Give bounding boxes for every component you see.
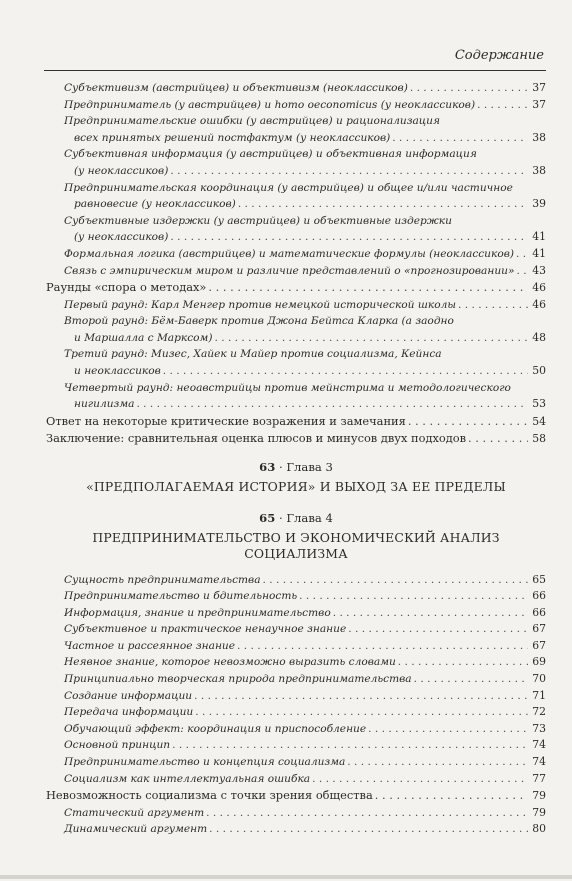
toc-dot-leader [347,754,528,771]
toc-page-number: 72 [532,705,546,719]
toc-entry-title: Предпринимательские ошибки (у австрийцев) и рационализация [64,115,441,128]
toc-entry-title: Субъективное и практическое ненаучное знание [64,623,347,636]
toc-entry-title: Четвертый раунд: неоавстрийцы против мейнстрима и методологического [64,381,511,394]
toc-page-number: 38 [532,163,546,177]
chapter3-label: · Глава 3 [279,459,333,474]
chapter4-title-line2: СОЦИАЛИЗМА [244,545,348,561]
toc-entry [46,671,546,688]
chapter4-title-line1: ПРЕДПРИНИМАТЕЛЬСТВО И ЭКОНОМИЧЕСКИЙ АНАЛИЗ [92,529,500,545]
toc-entry-title: (у неоклассиков) [74,164,169,177]
toc-entry [46,821,546,838]
toc-page-number: 54 [532,414,546,428]
toc-entry-title: Первый раунд: Карл Менгер против немецкой исторической школы [64,298,456,311]
toc-entry [46,737,546,754]
toc-entry [46,180,546,213]
toc-entry-title: Второй раунд: Бём-Баверк против Джона Бейтса Кларка (а заодно [64,315,454,328]
toc-entry-title: Ответ на некоторые критические возражения и замечания [46,413,406,428]
toc-entry-title: Обучающий эффект: координация и приспособление [64,722,367,735]
chapter3-page: 63 [259,459,276,474]
toc-dot-leader [458,297,528,314]
toc-page-number: 74 [532,738,546,752]
toc-page-number: 66 [532,589,546,603]
toc-entry-title: Динамический аргумент [64,823,208,836]
page-bottom-edge [0,875,572,879]
toc-page-number: 80 [532,822,546,836]
toc-entry [46,213,546,246]
toc-entry [46,654,546,671]
toc-dot-leader [375,787,528,803]
toc-entry-title: Информация, знание и предпринимательство [64,606,331,619]
toc-entry [46,346,546,379]
toc-dot-leader [410,80,528,97]
toc-dot-leader [516,263,528,280]
header-rule [44,70,546,71]
toc-entry-title: Сущность предпринимательства [64,573,261,586]
toc-page-number: 67 [532,638,546,652]
toc-dot-leader [206,805,528,822]
toc-page-number: 39 [532,197,546,211]
toc-dot-leader [208,279,528,295]
toc-page-number: 70 [532,672,546,686]
toc-entry [46,380,546,413]
toc-entry-title: Частное и рассеянное знание [64,639,236,652]
toc-dot-leader [348,621,528,638]
toc-entry [46,621,546,638]
toc-entry-title: Формальная логика (австрийцев) и математические формулы (неоклассиков) [64,247,515,260]
toc-entry [46,605,546,622]
toc-page-number: 38 [532,130,546,144]
toc-dot-leader [414,671,528,688]
toc-entry-title: Третий раунд: Мизес, Хайек и Майер против социализма, Кейнса [64,348,442,361]
toc-dot-leader [163,363,528,380]
toc-dot-leader [312,771,528,788]
toc-page-number: 46 [532,297,546,311]
toc-entry-title: нигилизма [74,398,135,411]
toc-entry-title: Предпринимательская координация (у австрийцев) и общее и/или частичное [64,181,513,194]
toc-entry-title: всех принятых решений постфактум (у неоклассиков) [74,131,391,144]
toc-dot-leader [237,638,528,655]
toc-entry [46,246,546,263]
toc-entry [46,805,546,822]
toc-section-chapter4 [46,572,546,838]
toc-entry-title: Связь с эмпирическим миром и различие представлений о «прогнозировании» [64,264,515,277]
chapter4-heading [46,511,546,526]
toc-page-number: 73 [532,721,546,735]
toc-entry-title: Субъективная информация (у австрийцев) и объективная информация [64,148,477,161]
toc-entry-title: Принципиально творческая природа предпринимательства [64,673,412,686]
toc-page-number: 48 [532,330,546,344]
toc-page-number: 66 [532,605,546,619]
toc-dot-leader [368,721,528,738]
toc-dot-leader [408,413,528,429]
toc-entry-title: Неявное знание, которое невозможно выразить словами [64,656,396,669]
toc-entry-title: и Маршалла с Марксом) [74,331,213,344]
toc-entry [46,721,546,738]
toc-entry-title: Предприниматель (у австрийцев) и homo oeconomicus (у неоклассиков) [64,98,476,111]
toc-dot-leader [477,97,528,114]
toc-entry [46,688,546,705]
toc-dot-leader [136,396,528,413]
toc-entry [46,572,546,589]
toc-dot-leader [299,588,528,605]
toc-entry [46,297,546,314]
chapter3-title: «ПРЕДПОЛАГАЕМАЯ ИСТОРИЯ» И ВЫХОД ЗА ЕЕ ПРЕДЕЛЫ [86,478,506,494]
toc-dot-leader [214,330,528,347]
toc-page-number: 37 [532,97,546,111]
toc-entry [46,704,546,721]
toc-page-number: 79 [532,789,546,803]
toc-entry-title: равновесие (у неоклассиков) [74,198,236,211]
toc-dot-leader [194,688,528,705]
toc-entry-title: Раунды «спора о методах» [46,280,207,295]
toc-entry [46,97,546,114]
toc-dot-leader [170,163,528,180]
toc-page-number: 74 [532,755,546,769]
toc-page-number: 41 [532,230,546,244]
toc-page-number: 67 [532,622,546,636]
toc-section-chapter2 [46,80,546,448]
chapter4-page: 65 [259,510,276,525]
toc-entry-title: Статический аргумент [64,806,205,819]
toc-entry [46,787,546,804]
toc-entry-title: Социализм как интеллектуальная ошибка [64,772,311,785]
toc-entry-title: Невозможность социализма с точки зрения общества [46,788,373,803]
toc-page-number: 77 [532,771,546,785]
toc-entry-title: (у неоклассиков) [74,231,169,244]
toc-entry [46,754,546,771]
toc-dot-leader [209,821,528,838]
toc-page-number: 65 [532,572,546,586]
toc-dot-leader [333,605,528,622]
toc-entry-title: Передача информации [64,706,194,719]
toc-dot-leader [398,654,528,671]
chapter4-label: · Глава 4 [279,510,333,525]
toc-entry [46,113,546,146]
toc-page-number: 58 [532,432,546,446]
toc-page-number: 41 [532,246,546,260]
toc-entry [46,638,546,655]
toc-entry [46,279,546,296]
toc-entry [46,588,546,605]
toc-page-number: 37 [532,81,546,94]
toc-dot-leader [263,572,528,589]
toc-entry [46,263,546,280]
chapter3-heading [46,460,546,475]
toc-page-number: 50 [532,363,546,377]
toc-entry-title: Субъективные издержки (у австрийцев) и объективные издержки [64,214,452,227]
toc-entry-title: Предпринимательство и бдительность [64,590,298,603]
toc-dot-leader [468,430,528,446]
toc-dot-leader [516,246,528,263]
toc-dot-leader [238,196,528,213]
table-of-contents [46,80,546,838]
toc-entry-title: Субъективизм (австрийцев) и объективизм (неоклассиков) [64,82,408,94]
toc-entry-title: Заключение: сравнительная оценка плюсов и минусов двух подходов [46,431,467,446]
toc-entry-title: Создание информации [64,689,193,702]
toc-dot-leader [392,130,528,147]
toc-page-number: 43 [532,263,546,277]
toc-page-number: 46 [532,281,546,295]
toc-entry-title: Предпринимательство и концепция социализма [64,756,346,769]
running-header: Содержание [454,48,544,63]
toc-dot-leader [170,229,528,246]
toc-entry [46,771,546,788]
toc-page-number: 71 [532,688,546,702]
chapter4-title [46,530,546,562]
toc-dot-leader [172,737,528,754]
toc-page-number: 79 [532,805,546,819]
toc-entry [46,313,546,346]
toc-dot-leader [195,704,528,721]
toc-page-number: 69 [532,655,546,669]
toc-entry [46,413,546,430]
toc-entry-title: и неоклассиков [74,364,161,377]
toc-entry-title: Основной принцип [64,739,171,752]
toc-page-number: 53 [532,397,546,411]
toc-entry [46,146,546,179]
toc-entry [46,430,546,447]
toc-entry [46,80,546,97]
